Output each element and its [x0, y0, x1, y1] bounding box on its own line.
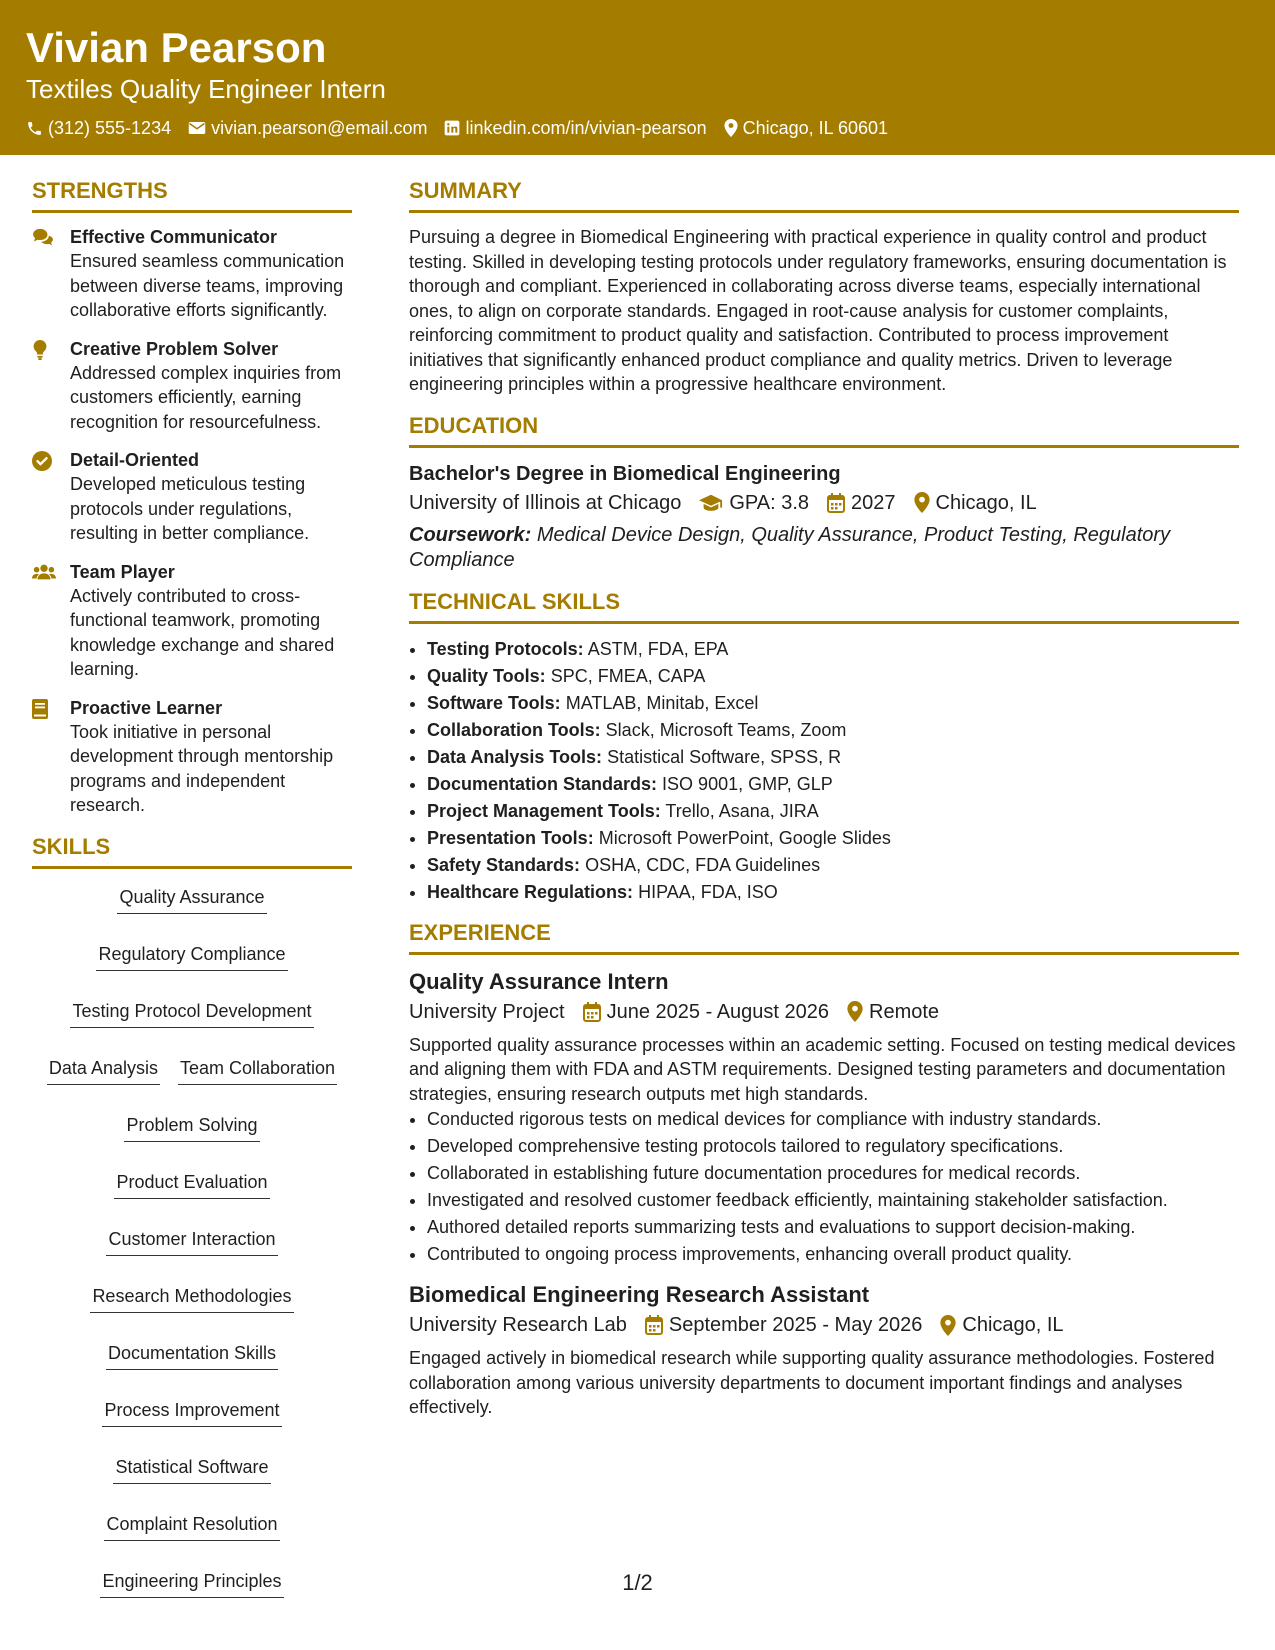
strength-desc: Ensured seamless communication between diverse teams, improving collaborative efforts significantly. [70, 251, 345, 320]
calendar-icon [583, 1002, 601, 1022]
strength-desc: Addressed complex inquiries from customers efficiently, earning recognition for resourcefulness. [70, 362, 342, 432]
coursework-label: Coursework: [409, 523, 532, 546]
skill-tag: Process Improvement [102, 1398, 281, 1427]
dates-text: September 2025 - May 2026 [668, 1314, 923, 1336]
school-location [914, 488, 1037, 518]
skill-label: Software Tools: [427, 692, 561, 713]
strength-title: Proactive Learner [70, 697, 223, 718]
job-location [847, 997, 939, 1027]
skill-label: Safety Standards: [427, 854, 581, 875]
school-text: University of Illinois at Chicago [409, 491, 682, 514]
list-item: • Developed comprehensive testing protocols tailored to regulatory specifications. [427, 1133, 1239, 1160]
list-item [427, 852, 1239, 879]
skill-tag: Quality Assurance [117, 885, 266, 914]
location-text: Chicago, IL 60601 [742, 118, 889, 138]
skills-heading: SKILLS [32, 832, 352, 869]
skill-tag: Engineering Principles [100, 1569, 283, 1598]
job-location [940, 1310, 1063, 1340]
skill-tag: Documentation Skills [106, 1341, 278, 1370]
list-item: • Collaborated in establishing future documentation procedures for medical records. [427, 1160, 1239, 1187]
list-item [427, 879, 1239, 906]
skill-tag: Complaint Resolution [104, 1512, 279, 1541]
skill-value: HIPAA, FDA, ISO [638, 881, 778, 902]
job-entry [409, 967, 1239, 1269]
skill-tag: Customer Interaction [106, 1227, 277, 1256]
map-pin-icon [940, 1315, 956, 1336]
strength-desc: Took initiative in personal development through mentorship programs and independent research. [70, 721, 334, 815]
skill-value: Microsoft PowerPoint, Google Slides [598, 827, 891, 848]
list-item [427, 636, 1239, 663]
list-item: • Authored detailed reports summarizing tests and evaluations to support decision-making. [427, 1214, 1239, 1241]
lightbulb-icon [32, 340, 48, 360]
skill-label: Data Analysis Tools: [427, 746, 603, 767]
comments-icon [32, 228, 54, 246]
strength-item [32, 696, 352, 818]
list-item [427, 717, 1239, 744]
strength-title: Detail-Oriented [70, 450, 200, 470]
location-text: Chicago, IL [935, 491, 1037, 514]
experience-heading: EXPERIENCE [409, 918, 1239, 955]
skill-tag: Data Analysis [47, 1056, 160, 1085]
school-name [409, 488, 681, 518]
education-meta [409, 488, 1239, 518]
list-item [427, 690, 1239, 717]
strength-item [32, 448, 352, 546]
skill-label: Documentation Standards: [427, 773, 658, 794]
list-item [427, 771, 1239, 798]
strength-item [32, 560, 352, 682]
gpa [699, 488, 809, 518]
list-item: • Contributed to ongoing process improvements, enhancing overall product quality. [427, 1241, 1239, 1268]
education-heading: EDUCATION [409, 411, 1239, 448]
strength-title: Creative Problem Solver [70, 338, 279, 359]
skill-tag: Team Collaboration [178, 1056, 337, 1085]
job-entry [409, 1280, 1239, 1420]
strength-title: Effective Communicator [70, 227, 278, 247]
location-text: Remote [869, 1000, 940, 1023]
job-dates [583, 997, 829, 1027]
strength-item [32, 337, 352, 435]
skill-value: Statistical Software, SPSS, R [607, 746, 842, 767]
job-dates [645, 1310, 923, 1340]
job-title: Quality Assurance Intern [409, 968, 669, 994]
phone-text: (312) 555-1234 [48, 118, 172, 138]
gpa-text: GPA: 3.8 [729, 491, 810, 514]
right-column [409, 176, 1239, 1420]
contact-email[interactable] [188, 115, 427, 141]
job-org [409, 997, 565, 1027]
contact-bar [26, 115, 888, 141]
skill-label: Healthcare Regulations: [427, 881, 634, 902]
job-org [409, 1310, 627, 1340]
job-bullets [409, 1106, 1239, 1268]
strengths-heading: STRENGTHS [32, 176, 352, 213]
year-text: 2027 [851, 491, 896, 514]
strength-item [32, 225, 352, 323]
contact-location [724, 115, 888, 141]
list-item [427, 663, 1239, 690]
job-meta [409, 997, 1239, 1027]
technical-skills-heading: TECHNICAL SKILLS [409, 587, 1239, 624]
map-pin-icon [914, 492, 930, 513]
coursework [409, 523, 1239, 573]
skill-value: ASTM, FDA, EPA [587, 638, 729, 659]
dates-text: June 2025 - August 2026 [606, 1000, 830, 1023]
phone-icon [26, 120, 43, 137]
map-pin-icon [724, 119, 738, 137]
technical-skills-list [409, 636, 1239, 906]
skill-label: Presentation Tools: [427, 827, 594, 848]
skills-list [32, 881, 352, 1598]
candidate-name: Vivian Pearson [26, 24, 327, 71]
list-item [427, 744, 1239, 771]
skill-value: Trello, Asana, JIRA [665, 800, 819, 821]
coursework-text: Medical Device Design, Quality Assurance, Product Testing, Regulatory Compliance [409, 523, 1171, 571]
skill-value: ISO 9001, GMP, GLP [662, 773, 833, 794]
skill-value: MATLAB, Minitab, Excel [565, 692, 759, 713]
job-meta [409, 1310, 1239, 1340]
strength-desc: Developed meticulous testing protocols under regulations, resulting in better compliance. [70, 474, 310, 543]
skill-value: OSHA, CDC, FDA Guidelines [585, 854, 821, 875]
skill-value: Slack, Microsoft Teams, Zoom [605, 719, 847, 740]
candidate-title: Textiles Quality Engineer Intern [26, 74, 386, 104]
job-description: Engaged actively in biomedical research while supporting quality assurance methodologies. Fostered collaboration among various university departments to document important findings and analyses effectively. [409, 1348, 1215, 1417]
resume-header [0, 0, 1275, 155]
skill-label: Testing Protocols: [427, 638, 584, 659]
strength-title: Team Player [70, 561, 175, 582]
contact-phone[interactable] [26, 115, 171, 141]
calendar-icon [645, 1315, 663, 1335]
list-item: • Investigated and resolved customer feedback efficiently, maintaining stakeholder satisfaction. [427, 1187, 1239, 1214]
map-pin-icon [847, 1001, 863, 1022]
linkedin-text: linkedin.com/in/vivian-pearson [465, 118, 707, 138]
job-title: Biomedical Engineering Research Assistant [409, 1282, 870, 1307]
skill-label: Collaboration Tools: [427, 719, 601, 740]
job-description: Supported quality assurance processes within an academic setting. Focused on testing medical devices and aligning them with FDA and ASTM requirements. Designed testing parameters and documentation strategies, ensuring research outputs met high standards. [409, 1034, 1236, 1104]
envelope-icon [188, 120, 206, 136]
users-icon [32, 563, 56, 581]
list-item [427, 798, 1239, 825]
org-text: University Project [409, 1000, 565, 1023]
list-item: • Conducted rigorous tests on medical devices for compliance with industry standards. [427, 1106, 1239, 1133]
left-column [32, 176, 352, 1598]
skill-tag: Testing Protocol Development [70, 999, 313, 1028]
page-number: 1/2 [622, 1570, 653, 1595]
skill-tag: Problem Solving [124, 1113, 259, 1142]
check-circle-icon [32, 451, 52, 471]
summary-heading: SUMMARY [409, 176, 1239, 213]
calendar-icon [827, 493, 845, 513]
book-icon [32, 699, 48, 719]
graduation-cap-icon [699, 494, 723, 512]
email-text: vivian.pearson@email.com [211, 118, 428, 138]
skill-tag: Research Methodologies [90, 1284, 293, 1313]
list-item [427, 825, 1239, 852]
skill-label: Project Management Tools: [427, 800, 661, 821]
skill-value: SPC, FMEA, CAPA [550, 665, 706, 686]
skill-tag: Regulatory Compliance [96, 942, 287, 971]
location-text: Chicago, IL [962, 1314, 1064, 1336]
contact-linkedin[interactable] [444, 115, 706, 141]
summary-text: Pursuing a degree in Biomedical Engineering with practical experience in quality control and product testing. Skilled in developing testing protocols under regulatory frameworks, ensuring documentation is thorough and compliant. Experienced in collaborating across diverse teams, especially international ones, to align on corporate standards. Engaged in root-cause analysis for customer complaints, reinforcing commitment to product quality and satisfaction. Contributed to process improvement initiatives that significantly enhanced product compliance and quality metrics. Driven to leverage engineering principles within a progressive healthcare environment. [409, 227, 1227, 394]
linkedin-icon [444, 120, 460, 136]
skill-label: Quality Tools: [427, 665, 546, 686]
grad-year [827, 488, 896, 518]
degree-title: Bachelor's Degree in Biomedical Engineering [409, 462, 841, 485]
org-text: University Research Lab [409, 1314, 627, 1336]
strength-desc: Actively contributed to cross-functional teamwork, promoting knowledge exchange and shared learning. [70, 585, 335, 679]
skill-tag: Product Evaluation [114, 1170, 269, 1199]
skill-tag: Statistical Software [113, 1455, 270, 1484]
